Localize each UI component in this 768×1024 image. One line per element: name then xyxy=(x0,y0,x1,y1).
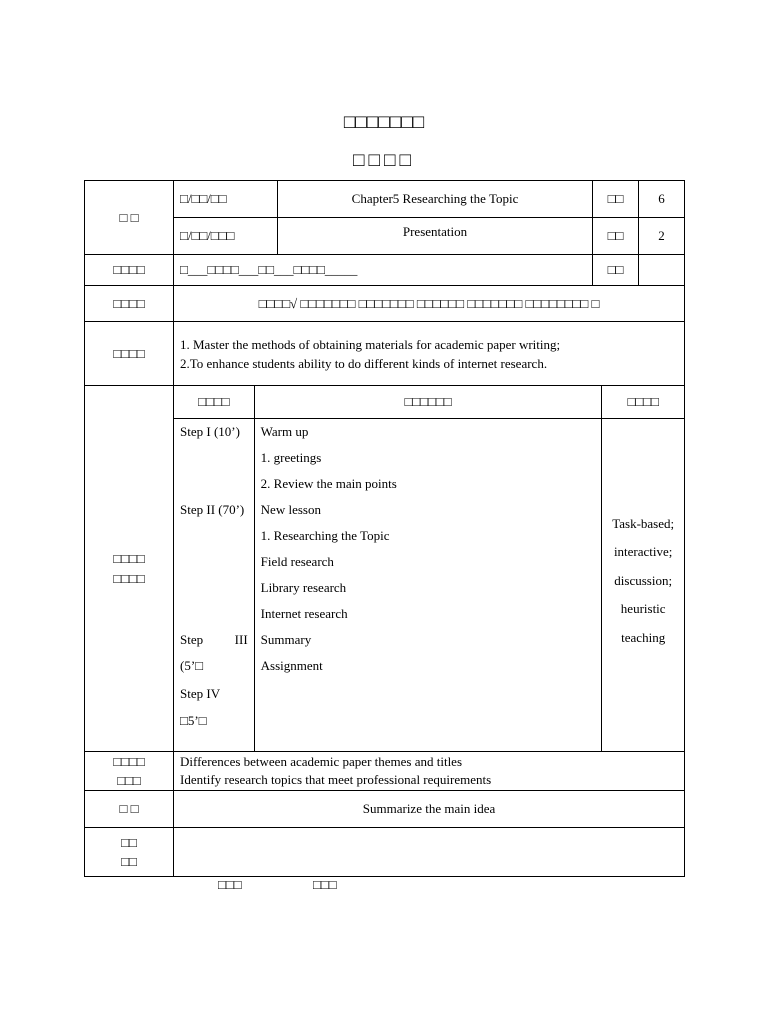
content-line: 1. Researching the Topic xyxy=(260,527,390,543)
process-label xyxy=(85,386,174,752)
chapter-label: □/□□/□□ xyxy=(174,181,278,218)
chapter-value: Chapter5 Researching the Topic xyxy=(278,181,593,218)
notes-label-line: □□ xyxy=(121,854,137,869)
row-type xyxy=(85,286,685,322)
summary-value: Summarize the main idea xyxy=(174,791,685,828)
content-line: Summary xyxy=(260,631,312,647)
step-label: (5’□ xyxy=(180,657,204,673)
step-label xyxy=(174,627,254,653)
hours-label: □□ xyxy=(593,218,639,255)
process-body-row xyxy=(174,418,684,751)
row-process xyxy=(85,386,685,752)
content-line: Internet research xyxy=(260,605,348,621)
process-cell xyxy=(174,386,685,752)
step-label-part: III xyxy=(234,631,248,647)
type-label: □□□□ xyxy=(85,286,174,322)
keypoints-label xyxy=(85,752,174,791)
notes-value xyxy=(174,828,685,877)
document-title: □□□□□□□ xyxy=(343,112,425,133)
week-value: 6 xyxy=(639,181,685,218)
row-objectives xyxy=(85,322,685,386)
row-summary xyxy=(85,791,685,828)
time-label: □□□□ xyxy=(85,255,174,286)
steps-cell xyxy=(174,418,254,751)
hours-value: 2 xyxy=(639,218,685,255)
step-label: Step II (70’) xyxy=(180,501,245,517)
course-label: □ □ xyxy=(85,181,174,255)
step-label-part: Step xyxy=(180,631,204,647)
document-subtitle: □□□□ xyxy=(353,150,415,171)
method-line: teaching xyxy=(621,629,666,645)
objectives-cell xyxy=(174,322,685,386)
method-line: discussion; xyxy=(614,572,673,588)
objective-label: □□□□ xyxy=(85,322,174,386)
method-cell xyxy=(602,418,684,751)
row-section xyxy=(85,218,685,255)
step-label: Step IV xyxy=(180,685,221,701)
content-cell xyxy=(254,418,602,751)
type-value: □□□□√ □□□□□□□ □□□□□□□ □□□□□□ □□□□□□□ □□□□□□□□ □ xyxy=(174,286,685,322)
process-inner-table xyxy=(174,386,684,751)
keypoints-cell xyxy=(174,752,685,791)
week-label: □□ xyxy=(593,181,639,218)
col-method-header: □□□□ xyxy=(602,386,684,418)
content-line: New lesson xyxy=(260,501,321,517)
keypoints-label-line: □□□□ xyxy=(113,754,145,769)
content-line: Field research xyxy=(260,553,334,569)
process-label-line: □□□□ xyxy=(113,570,145,586)
keypoints-label-line: □□□ xyxy=(117,773,141,788)
objective-line: 1. Master the methods of obtaining materials for academic paper writing; xyxy=(180,336,561,352)
row-keypoints xyxy=(85,752,685,791)
content-line: Library research xyxy=(260,579,347,595)
notes-label-line: □□ xyxy=(121,835,137,850)
col-content-header: □□□□□□ xyxy=(254,386,602,418)
step-label: Step I (10’) xyxy=(180,423,240,439)
time-value: □___□□□□___□□___□□□□_____ xyxy=(174,255,593,286)
row-time xyxy=(85,255,685,286)
method-line: heuristic xyxy=(620,601,666,616)
content-line: 2. Review the main points xyxy=(260,475,397,491)
section-label: □/□□/□□□ xyxy=(174,218,278,255)
lesson-plan-table xyxy=(84,180,685,877)
section-value: Presentation xyxy=(278,218,593,255)
col-steps-header: □□□□ xyxy=(174,386,254,418)
row-chapter xyxy=(85,181,685,218)
process-label-line: □□□□ xyxy=(113,550,145,566)
place-value xyxy=(639,255,685,286)
footer-left: □□□ xyxy=(218,877,242,892)
method-line: interactive; xyxy=(613,544,673,559)
step-label: □5’□ xyxy=(180,712,207,728)
summary-label: □ □ xyxy=(85,791,174,828)
keypoint-line: Differences between academic paper themes and titles xyxy=(180,754,463,769)
method-line: Task-based; xyxy=(612,515,675,531)
content-line: 1. greetings xyxy=(260,449,322,465)
place-label: □□ xyxy=(593,255,639,286)
content-line: Warm up xyxy=(260,423,309,439)
row-notes xyxy=(85,828,685,877)
footer-right: □□□ xyxy=(313,877,337,892)
objective-line: 2.To enhance students ability to do different kinds of internet research. xyxy=(180,355,548,371)
keypoint-line: Identify research topics that meet professional requirements xyxy=(180,772,492,787)
notes-label xyxy=(85,828,174,877)
content-line: Assignment xyxy=(260,657,323,673)
process-header-row xyxy=(174,386,684,418)
